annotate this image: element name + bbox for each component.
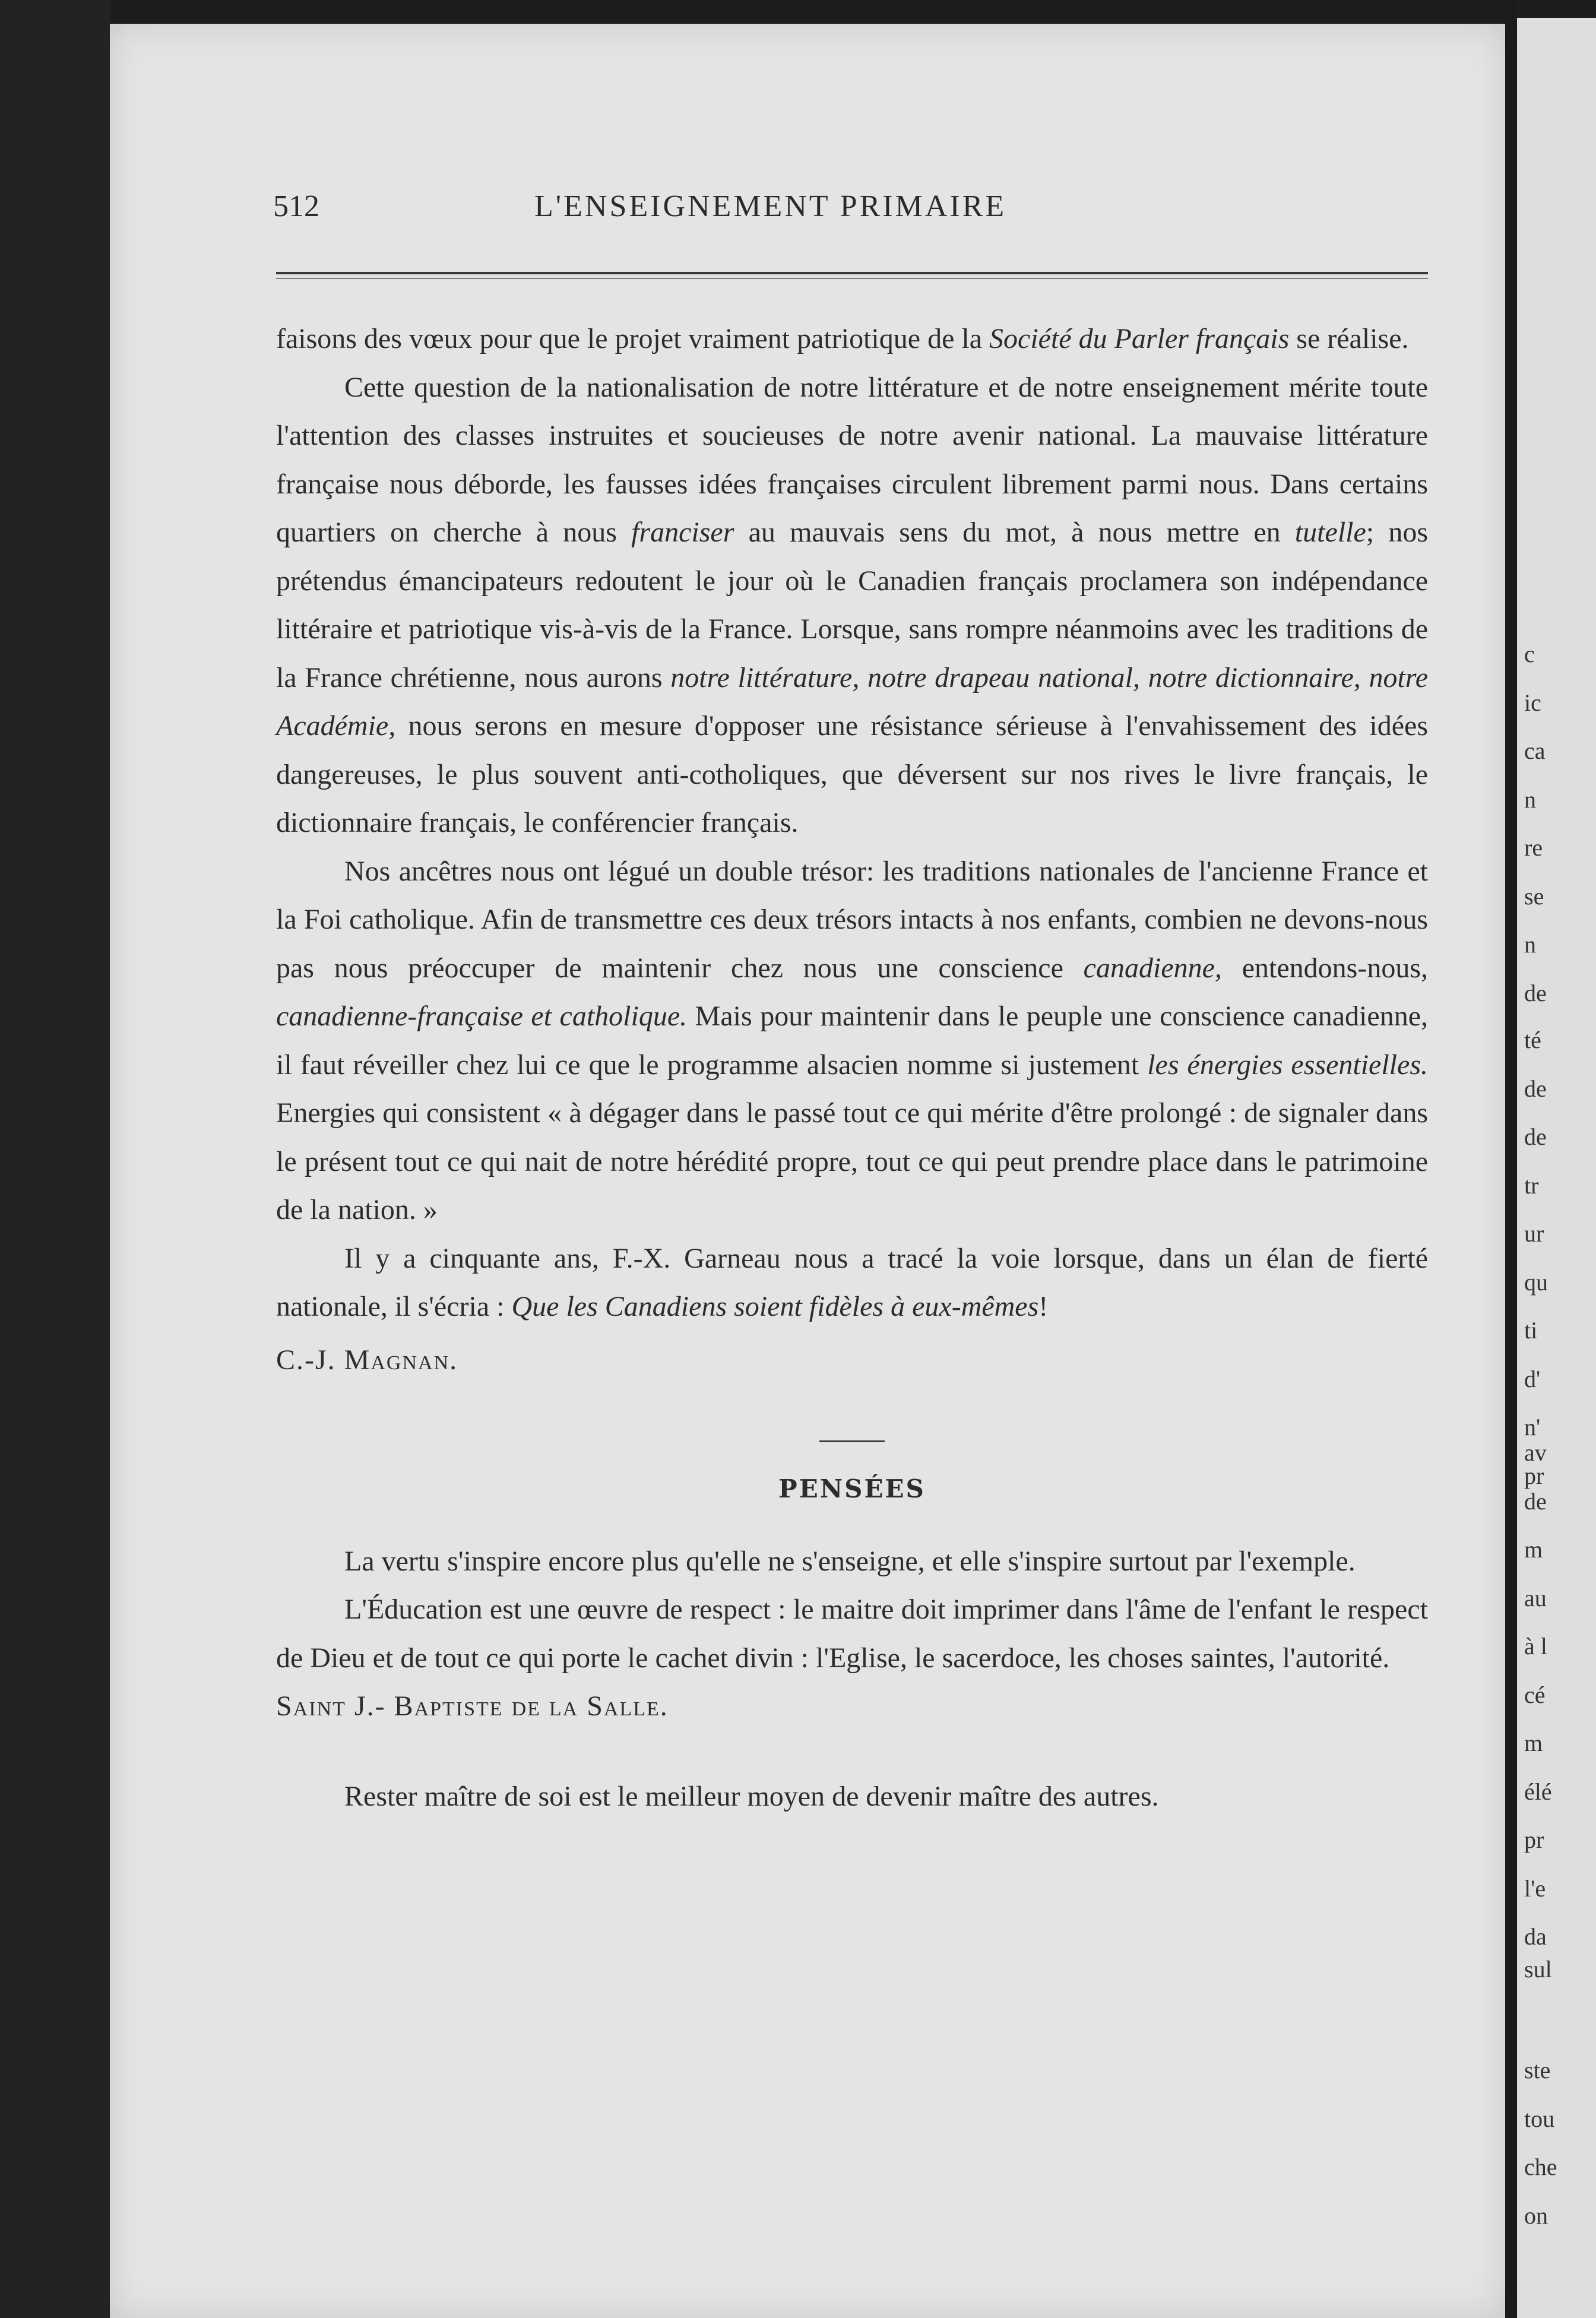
text-run: Il y a cinquante ans, F.-X. Garneau nous a tracé la voie lorsque, dans un élan de fierté nationale, il s'écria : <box>276 1242 1428 1322</box>
pensee-2: L'Éducation est une œuvre de respect : le maitre doit imprimer dans l'âme de l'enfant le respect de Dieu et de tout ce qui porte le cachet divin : l'Eglise, le sacerdoce, les choses saintes, l'autorité. <box>276 1594 1428 1674</box>
article-paragraph-2 <box>276 363 1428 847</box>
article-paragraph-1 <box>276 315 1428 363</box>
facing-page-fragment: de <box>1524 1487 1547 1515</box>
italic-text: Que les Canadiens soient fidèles à eux-mêmes <box>511 1291 1039 1322</box>
header-rule-thin <box>276 278 1428 279</box>
pensee-3: Rester maître de soi est le meilleur moyen de devenir maître des autres. <box>344 1780 1159 1812</box>
facing-page-fragment: de <box>1524 979 1547 1006</box>
header-rule <box>276 272 1428 274</box>
facing-page-fragment: tr <box>1524 1171 1539 1199</box>
facing-page-fragment: sul <box>1524 1956 1552 1983</box>
pensee-attribution <box>276 1682 1428 1731</box>
author-signature <box>276 1336 1428 1385</box>
text-run: Cette question de la nationalisation de notre littérature et de notre enseignement mérite toute l'attention des classes instruites et soucieuses de notre avenir national. La mauvaise littérature française nous déborde, les fausses idées françaises circulent librement parmi nous. Dans certains quartiers on cherche à nous <box>276 371 1428 548</box>
facing-page-fragment: au <box>1524 1584 1547 1611</box>
text-run: entendons-nous, <box>1221 952 1429 984</box>
facing-page-fragment: av <box>1524 1439 1547 1466</box>
facing-page-fragment: qu <box>1524 1268 1548 1296</box>
facing-page-fragment: se <box>1524 882 1544 910</box>
article-paragraph-3 <box>276 847 1428 1234</box>
scan-border <box>0 0 110 2318</box>
facing-page-fragment: l'e <box>1524 1874 1546 1902</box>
facing-page-fragment: à l <box>1524 1633 1547 1660</box>
facing-page-fragment: ti <box>1524 1317 1538 1344</box>
facing-page-fragment: ste <box>1524 2057 1551 2083</box>
section-title-pensees: PENSÉES <box>778 1474 926 1503</box>
text-run: Energies qui consistent « à dégager dans le passé tout ce qui mérite d'être prolongé : de signaler dans le présent tout ce qui nait de notre hérédité propre, tout ce qui peut prendre place dans le patrimoine de la nation. » <box>276 1097 1428 1226</box>
text-run: Nos ancêtres nous ont légué un double trésor: les traditions nationales de l'ancienne France et la Foi catholique. Afin de transmettre ces deux trésors intacts à nos enfants, combien ne devons-nous pas nous préoccuper de maintenir chez nous une conscience <box>276 855 1428 984</box>
italic-text: notre littérature, notre drapeau national, notre dictionnaire, notre Académie, <box>276 661 1428 742</box>
facing-page-fragment: da <box>1524 1923 1547 1950</box>
facing-page-fragment: d' <box>1524 1365 1541 1392</box>
text-run: faisons des vœux pour que le projet vraiment patriotique de la <box>276 323 990 354</box>
facing-page-fragment: de <box>1524 1075 1547 1102</box>
spacer <box>276 1731 1428 1772</box>
italic-text: tutelle <box>1294 517 1366 548</box>
facing-page-fragment: c <box>1524 641 1535 667</box>
facing-page-edge <box>1517 18 1596 2318</box>
facing-page-fragment: pr <box>1524 1826 1544 1853</box>
article-body <box>276 315 1428 1820</box>
facing-page-fragment: m <box>1524 1730 1543 1756</box>
facing-page-fragment: n <box>1524 931 1536 958</box>
author-name: C.-J. Magnan. <box>276 1344 458 1376</box>
italic-text: les énergies essentielles. <box>1147 1049 1428 1081</box>
text-run: se réalise. <box>1289 323 1409 354</box>
text-run: nous serons en mesure d'opposer une résistance sérieuse à l'envahissement des idées dangereuses, le plus souvent anti-cotholiques, que déversent sur nos rives le livre français, le dictionnaire français, le conférencier français. <box>276 710 1428 838</box>
facing-page-fragment: de <box>1524 1123 1547 1150</box>
facing-page-fragment: pr <box>1524 1462 1544 1489</box>
article-paragraph-4 <box>276 1234 1428 1331</box>
text-run: au mauvais sens du mot, à nous mettre en <box>734 517 1295 548</box>
facing-page-fragment: on <box>1524 2202 1548 2229</box>
italic-text: Société du Parler français <box>989 323 1290 354</box>
facing-page-fragment: élé <box>1524 1778 1552 1805</box>
italic-text: canadienne-française et catholique. <box>276 1000 688 1032</box>
facing-page-fragment: té <box>1524 1027 1541 1053</box>
italic-text: franciser <box>631 517 734 548</box>
facing-page-fragment: ur <box>1524 1220 1544 1247</box>
text-run: Mais pour maintenir dans le peuple une conscience canadienne, il faut réveiller chez lui ce que le programme alsacien nomme si justement <box>276 1000 1428 1081</box>
facing-page-fragment: n' <box>1524 1414 1541 1440</box>
book-gutter <box>1505 0 1517 2318</box>
pensee-1: La vertu s'inspire encore plus qu'elle ne s'enseigne, et elle s'inspire surtout par l'exemple. <box>344 1545 1356 1577</box>
running-title: L'ENSEIGNEMENT PRIMAIRE <box>534 189 1007 223</box>
facing-page-fragment: cé <box>1524 1681 1546 1708</box>
page-number: 512 <box>273 189 319 223</box>
facing-page-fragment: che <box>1524 2154 1557 2180</box>
facing-page-fragment: re <box>1524 834 1543 861</box>
text-run: ! <box>1038 1291 1049 1322</box>
facing-page-fragment: m <box>1524 1536 1543 1563</box>
italic-text: canadienne, <box>1083 952 1222 984</box>
facing-page-fragment: tou <box>1524 2105 1555 2132</box>
section-divider <box>819 1440 885 1442</box>
facing-page-fragment: ic <box>1524 689 1541 716</box>
attribution-name: Saint J.- Baptiste de la Salle. <box>276 1690 669 1722</box>
facing-page-fragment: n <box>1524 786 1536 813</box>
text-run: ; nos prétendus émancipateurs redoutent le jour où le Canadien français proclamera son indépendance littéraire et patriotique vis-à-vis de la France. Lorsque, sans rompre néanmoins avec les traditions de la France chrétienne, nous aurons <box>276 517 1429 694</box>
facing-page-fragment: ca <box>1524 737 1546 764</box>
